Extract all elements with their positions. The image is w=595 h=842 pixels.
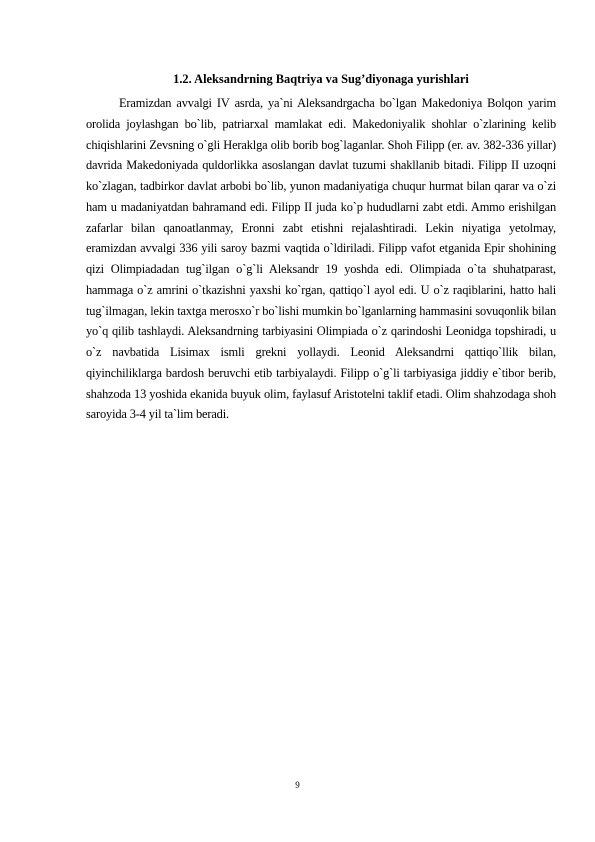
page-number: 9 [295, 780, 300, 790]
section-heading: 1.2. Aleksandrning Baqtriya va Sug’diyonaga yurishlari [173, 72, 469, 86]
body-paragraph: Eramizdan avvalgi IV asrda, ya`ni Aleksandrgacha bo`lgan Makedoniya Bolqon yarim orolida joylashgan bo`lib, patriarxal mamlakat edi. Makedoniyalik shohlar o`zlarining kelib chiqishlarini Zevsning o`gli Heraklga olib borib bog`laganlar. Shoh Filipp (er. av. 382-336 yillar) davrida Makedoniyada quldorlikka asoslangan davlat tuzumi shakllanib bitadi. Filipp II uzoqni ko`zlagan, tadbirkor davlat arbobi bo`lib, yunon madaniyatiga chuqur hurmat bilan qarar va o`zi ham u madaniyatdan bahramand edi. Filipp II juda ko`p hududlarni zabt etdi. Ammo erishilgan zafarlar bilan qanoatlanmay, Eronni zabt etishni rejalashtiradi. Lekin niyatiga yetolmay, eramizdan avvalgi 336 yili saroy bazmi vaqtida o`ldiriladi. Filipp vafot etganida Epir shohining qizi Olimpiadadan tug`ilgan o`g`li Aleksandr 19 yoshda edi. Olimpiada o`ta shuhatparast, hammaga o`z amrini o`tkazishni yaxshi ko`rgan, qattiqo`l ayol edi. U o`z raqiblarini, hatto hali tug`ilmagan, lekin taxtga merosxo`r bo`lishi mumkin bo`lganlarning hammasini sovuqonlik bilan yo`q qilib tashlaydi. Aleksandrning tarbiyasini Olimpiada o`z qarindoshi Leonidga topshiradi, u o`z navbatida Lisimax ismli grekni yollaydi. Leonid Aleksandrni qattiqo`llik bilan, qiyinchiliklarga bardosh beruvchi etib tarbiyalaydi. Filipp o`g`li tarbiyasiga jiddiy e`tibor berib, shahzoda 13 yoshida ekanida buyuk olim, faylasuf Aristotelni taklif etadi. Olim shahzodaga shoh saroyida 3-4 yil ta`lim beradi. [86, 96, 556, 422]
